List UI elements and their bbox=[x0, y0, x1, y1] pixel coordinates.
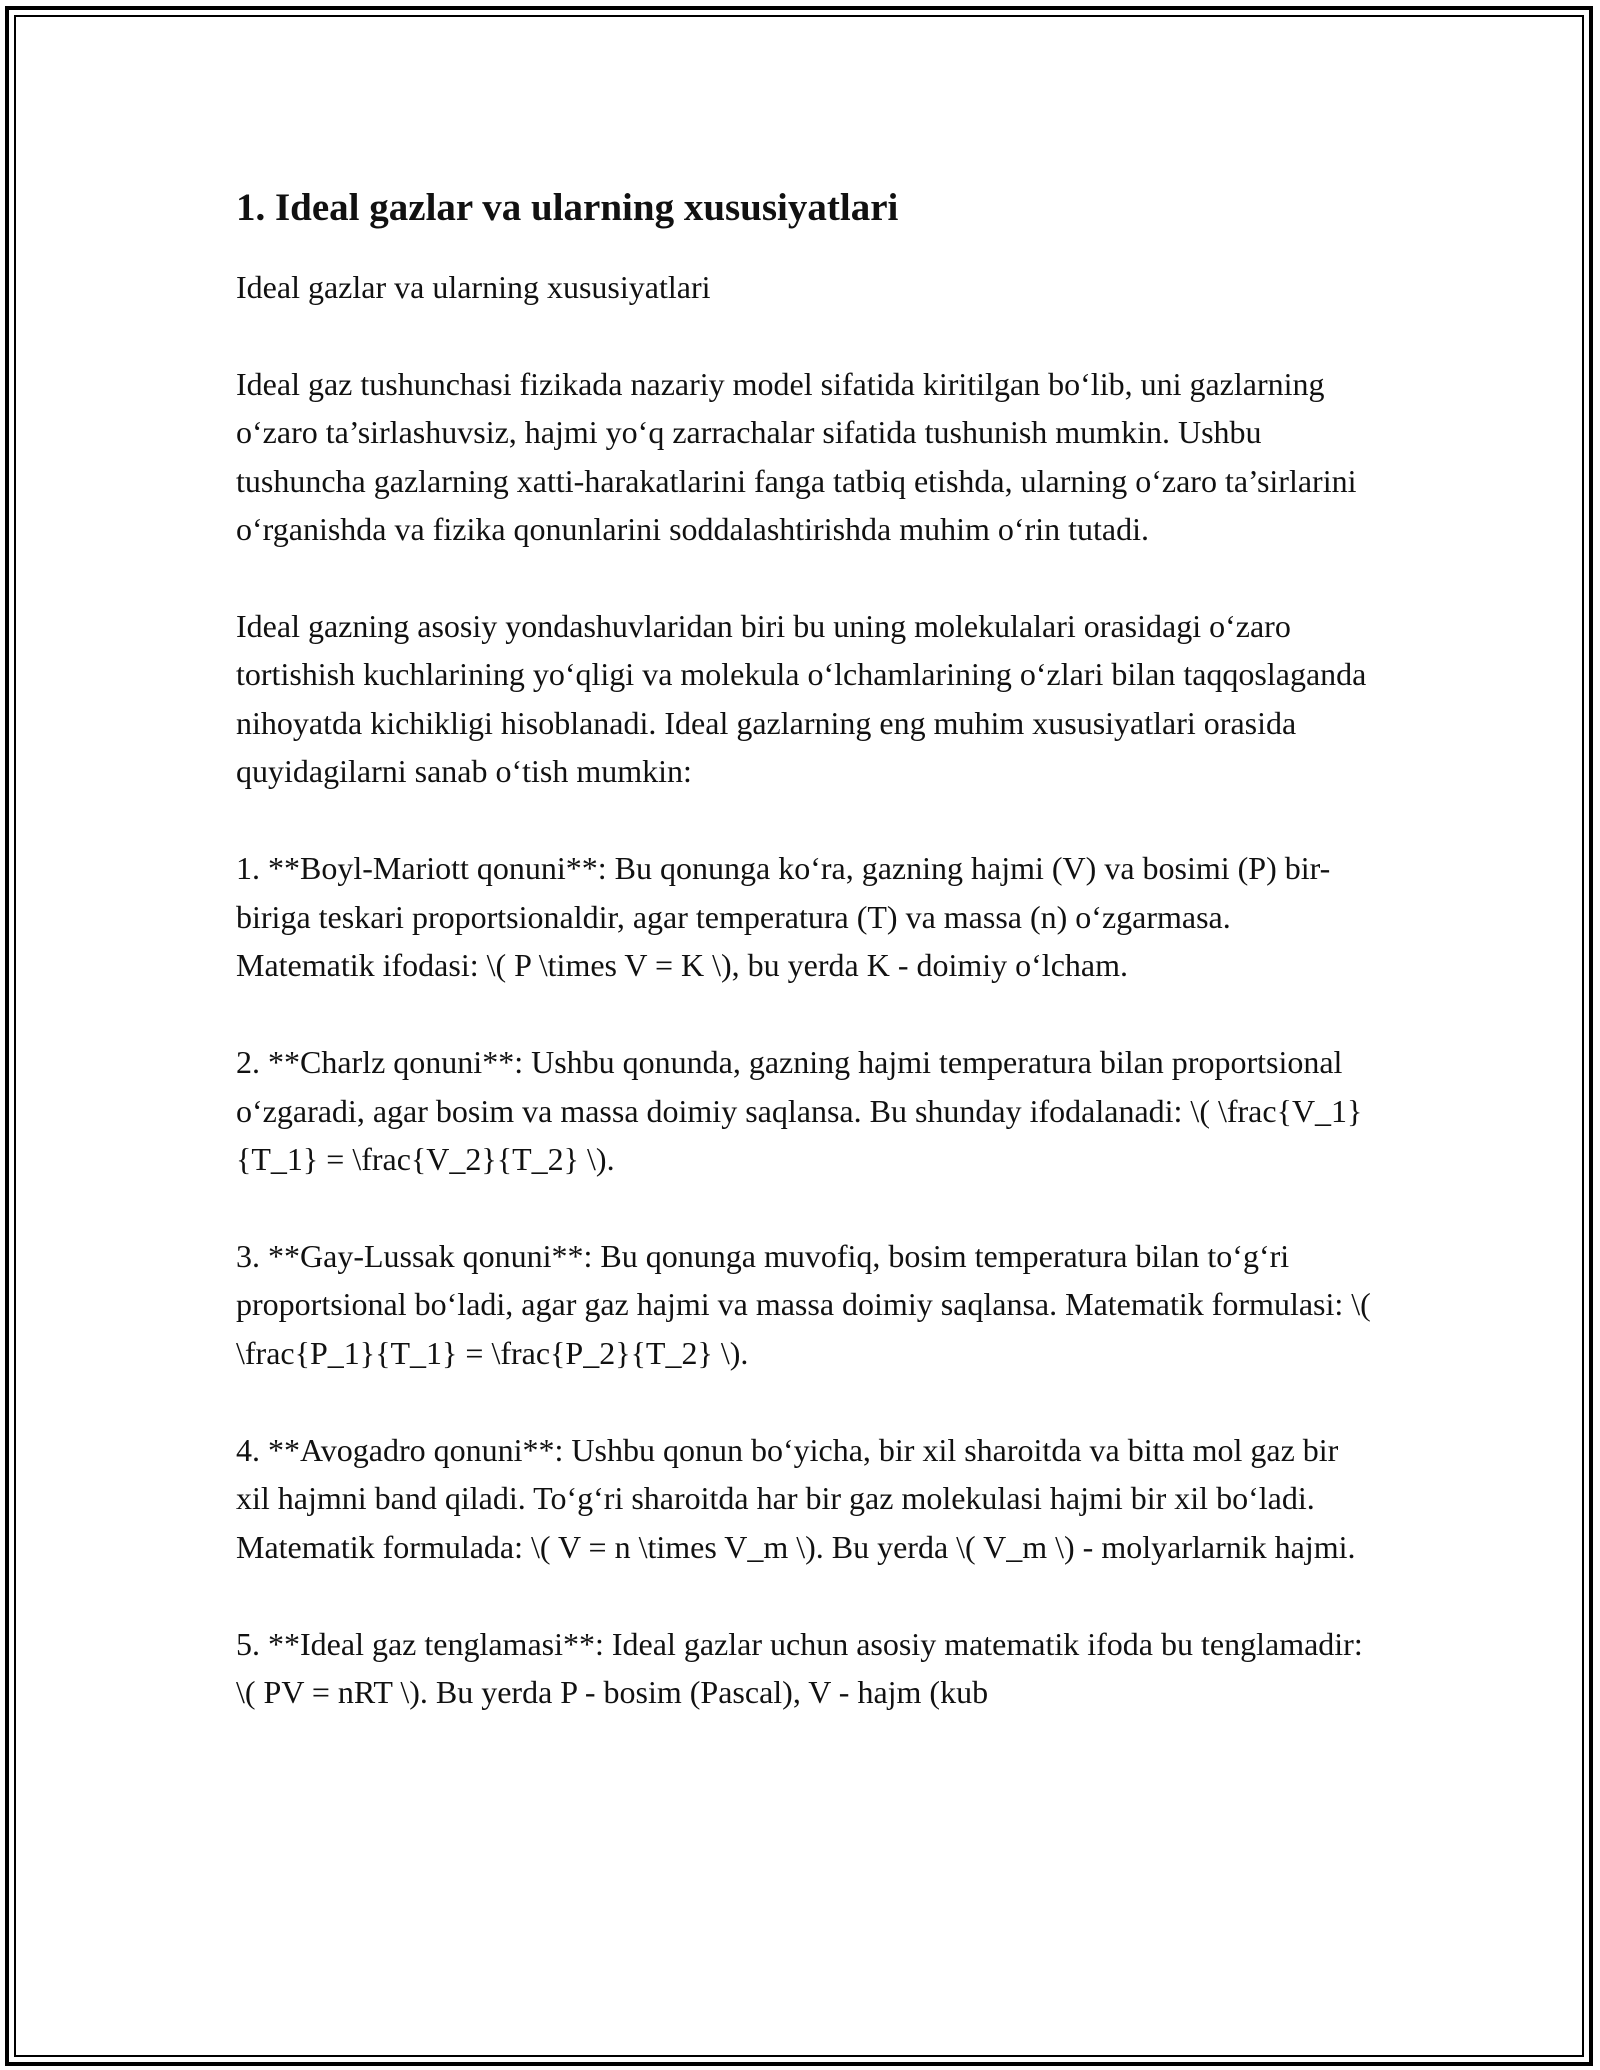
paragraph-boyle-mariotte: 1. **Boyl-Mariott qonuni**: Bu qonunga ko‘ra, gazning hajmi (V) va bosimi (P) bir-biriga teskari proportsionaldir, agar temperatura (T) va massa (n) o‘zgarmasa. Matematik ifodasi: \( P \times V = K \), bu yerda K - doimiy o‘lcham. bbox=[236, 850, 1331, 983]
section-subtitle: Ideal gazlar va ularning xususiyatlari bbox=[236, 269, 711, 305]
document-body bbox=[236, 185, 1376, 1766]
paragraph-gay-lussac: 3. **Gay-Lussak qonuni**: Bu qonunga muvofiq, bosim temperatura bilan to‘g‘ri proportsional bo‘ladi, agar gaz hajmi va massa doimiy saqlansa. Matematik formulasi: \( \frac{P_1}{T_1} = \frac{P_2}{T_2} \). bbox=[236, 1238, 1371, 1371]
paragraph-properties: Ideal gazning asosiy yondashuvlaridan biri bu uning molekulalari orasidagi o‘zaro tortishish kuchlarining yo‘qligi va molekula o‘lchamlarining o‘zlari bilan taqqoslaganda nihoyatda kichikligi hisoblanadi. Ideal gazlarning eng muhim xususiyatlari orasida quyidagilarni sanab o‘tish mumkin: bbox=[236, 608, 1367, 790]
section-heading: 1. Ideal gazlar va ularning xususiyatlari bbox=[236, 186, 899, 229]
paragraph-ideal-gas-equation: 5. **Ideal gaz tenglamasi**: Ideal gazlar uchun asosiy matematik ifoda bu tenglamadir: \( PV = nRT \). Bu yerda P - bosim (Pascal), V - hajm (kub bbox=[236, 1625, 1363, 1711]
paragraph-intro: Ideal gaz tushunchasi fizikada nazariy model sifatida kiritilgan bo‘lib, uni gazlarning o‘zaro ta’sirlashuvsiz, hajmi yo‘q zarrachalar sifatida tushunish mumkin. Ushbu tushuncha gazlarning xatti-harakatlarini fanga tatbiq etishda, ularning o‘zaro ta’sirlarini o‘rganishda va fizika qonunlarini soddalashtirishda muhim o‘rin tutadi. bbox=[236, 366, 1357, 547]
paragraph-charles: 2. **Charlz qonuni**: Ushbu qonunda, gazning hajmi temperatura bilan proportsional o‘zgaradi, agar bosim va massa doimiy saqlansa. Bu shunday ifodalanadi: \( \frac{V_1}{T_1} = \frac{V_2}{T_2} \). bbox=[236, 1044, 1363, 1177]
paragraph-avogadro: 4. **Avogadro qonuni**: Ushbu qonun bo‘yicha, bir xil sharoitda va bitta mol gaz bir xil hajmni band qiladi. To‘g‘ri sharoitda har bir gaz molekulasi hajmi bir xil bo‘ladi. Matematik formulada: \( V = n \times V_m \). Bu yerda \( V_m \) - molyarlarnik hajmi. bbox=[236, 1432, 1356, 1565]
